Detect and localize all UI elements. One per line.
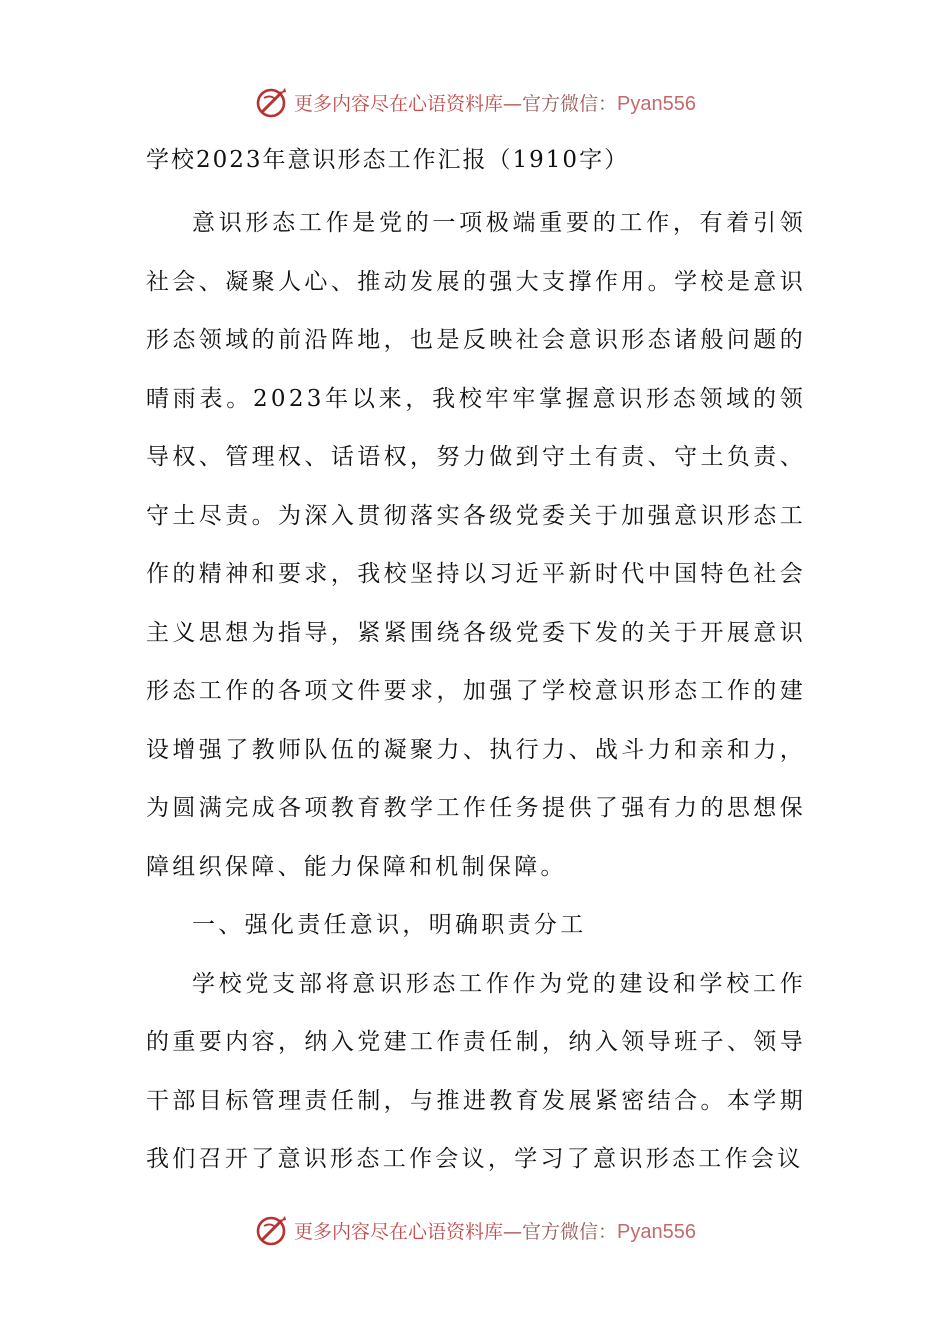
section-heading: 一、强化责任意识，明确职责分工 — [192, 912, 587, 938]
watermark-text — [294, 1217, 696, 1244]
document-body — [146, 194, 806, 1189]
watermark-official-label: 官方微信： — [522, 92, 618, 115]
paragraph-intro: 意识形态工作是党的一项极端重要的工作，有着引领社会、凝聚人心、推动发展的强大支撑作用。学校是意识形态领域的前沿阵地，也是反映社会意识形态诸般问题的晴雨表。2023年以来，我校牢牢掌握意识形态领域的领导权、管理权、话语权，努力做到守土有责、守土负责、守土尽责。为深入贯彻落实各级党委关于加强意识形态工作的精神和要求，我校坚持以习近平新时代中国特色社会主义思想为指导，紧紧围绕各级党委下发的关于开展意识形态工作的各项文件要求，加强了学校意识形态工作的建设增强了教师队伍的凝聚力、执行力、战斗力和亲和力，为圆满完成各项教育教学工作任务提供了强有力的思想保障组织保障、能力保障和机制保障。 — [146, 210, 806, 880]
watermark-brand: 更多内容尽在心语资料库 — [294, 92, 504, 115]
pen-logo-icon — [254, 84, 290, 120]
document-title: 学校2023年意识形态工作汇报（1910字） — [146, 147, 630, 173]
footer-watermark — [0, 1210, 950, 1250]
watermark-dash: — — [503, 92, 523, 115]
header-watermark — [0, 82, 950, 122]
paragraph-section-1: 学校党支部将意识形态工作作为党的建设和学校工作的重要内容，纳入党建工作责任制，纳入领导班子、领导干部目标管理责任制，与推进教育发展紧密结合。本学期我们召开了意识形态工作会议，学习了意识形态工作会议 — [146, 970, 806, 1172]
watermark-text — [294, 89, 696, 116]
pen-logo-icon — [254, 1212, 290, 1248]
watermark-wechat-id: Pyan556 — [617, 1220, 696, 1243]
watermark-official-label: 官方微信： — [522, 1220, 618, 1243]
watermark-brand: 更多内容尽在心语资料库 — [294, 1220, 504, 1243]
watermark-dash: — — [503, 1220, 523, 1243]
watermark-wechat-id: Pyan556 — [617, 92, 696, 115]
